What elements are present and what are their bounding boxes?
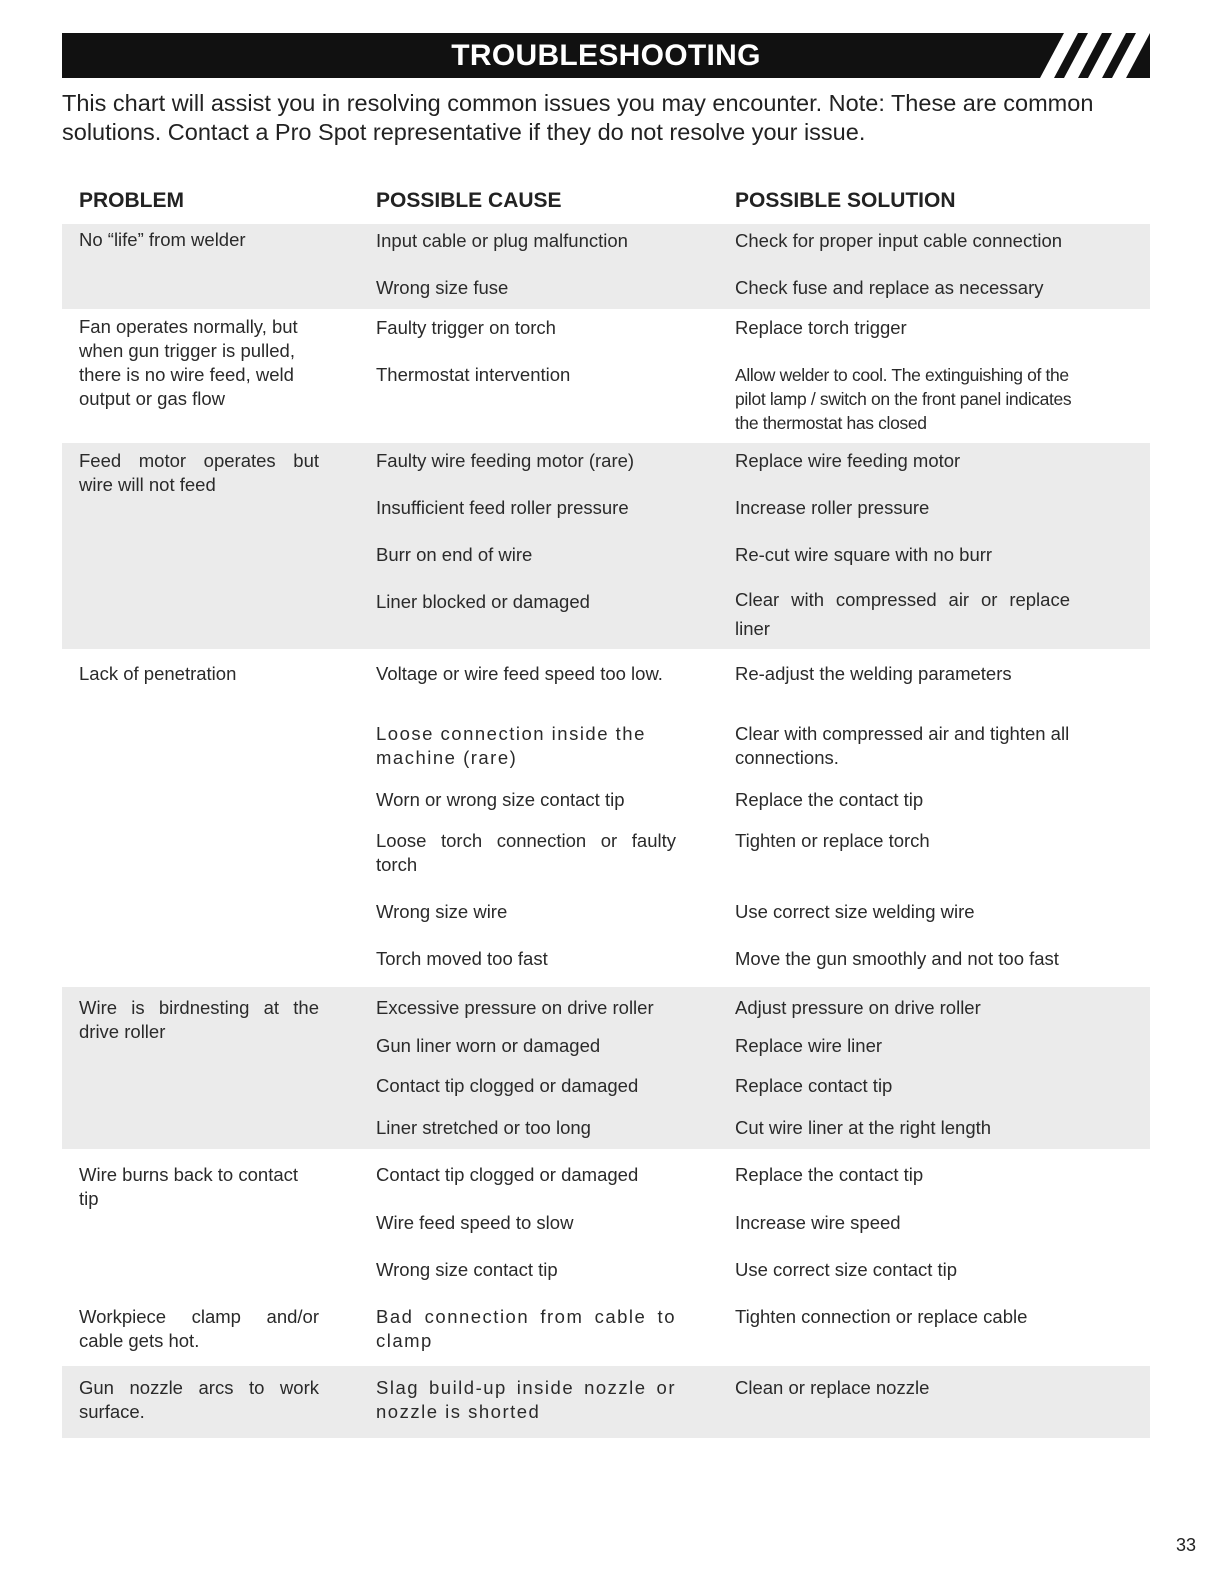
- cause-cell: Contact tip clogged or damaged: [376, 1075, 639, 1096]
- problem-cell: No “life” from welder: [79, 229, 246, 250]
- cause-cell: Insufficient feed roller pressure: [376, 497, 629, 518]
- cause-cell: Slag build-up inside nozzle or nozzle is shorted: [376, 1377, 676, 1422]
- cause-cell: Liner stretched or too long: [376, 1117, 591, 1138]
- solution-cell: Replace wire feeding motor: [735, 450, 961, 471]
- solution-cell: Check for proper input cable connection: [735, 230, 1063, 251]
- cause-cell: Wrong size contact tip: [376, 1259, 558, 1280]
- solution-cell: Replace torch trigger: [735, 317, 907, 338]
- problem-group-feed-motor: [62, 443, 1150, 649]
- solution-cell: Re-adjust the welding parameters: [735, 663, 1012, 684]
- problem-group-fan-operates: [62, 309, 1150, 443]
- section-title: TROUBLESHOOTING: [451, 39, 761, 72]
- problem-cell: Workpiece clamp and/or cable gets hot.: [79, 1306, 319, 1351]
- cause-cell: Wrong size wire: [376, 901, 508, 922]
- cause-cell: Loose torch connection or faulty torch: [376, 830, 676, 875]
- cause-cell: Bad connection from cable to clamp: [376, 1306, 676, 1351]
- problem-group-birdnesting: [62, 987, 1150, 1149]
- problem-group-no-life: [62, 224, 1150, 309]
- solution-cell: Use correct size contact tip: [735, 1259, 958, 1280]
- solution-cell: Clear with compressed air or replace liner: [735, 589, 1070, 639]
- problem-group-lack-of-penetration: [62, 649, 1150, 987]
- cause-cell: Loose connection inside the machine (rare): [376, 723, 646, 768]
- solution-cell: Use correct size welding wire: [735, 901, 975, 922]
- cause-cell: Gun liner worn or damaged: [376, 1035, 601, 1056]
- problem-cell: Wire is birdnesting at the drive roller: [79, 997, 319, 1042]
- cause-cell: Faulty wire feeding motor (rare): [376, 450, 635, 471]
- problem-cell: Gun nozzle arcs to work surface.: [79, 1377, 319, 1422]
- cause-cell: Faulty trigger on torch: [376, 317, 556, 338]
- problem-cell: Wire burns back to contact tip: [79, 1164, 299, 1209]
- cause-cell: Wrong size fuse: [376, 277, 509, 298]
- solution-cell: Increase wire speed: [735, 1212, 901, 1233]
- troubleshooting-table: [62, 224, 1150, 1438]
- solution-cell: Tighten connection or replace cable: [735, 1306, 1028, 1327]
- cause-cell: Contact tip clogged or damaged: [376, 1164, 639, 1185]
- column-header-cause: POSSIBLE CAUSE: [376, 189, 562, 212]
- problem-cell: Feed motor operates but wire will not feed: [79, 450, 319, 495]
- section-banner: [62, 33, 1150, 78]
- table-header: [62, 186, 1150, 218]
- solution-cell: Adjust pressure on drive roller: [735, 997, 981, 1018]
- cause-cell: Thermostat intervention: [376, 364, 571, 385]
- cause-cell: Burr on end of wire: [376, 544, 533, 565]
- solution-cell: Replace the contact tip: [735, 789, 924, 810]
- solution-cell: Cut wire liner at the right length: [735, 1117, 992, 1138]
- solution-cell: Replace wire liner: [735, 1035, 883, 1056]
- solution-cell: Re-cut wire square with no burr: [735, 544, 993, 565]
- problem-group-clamp-hot: [62, 1290, 1150, 1366]
- solution-cell: Increase roller pressure: [735, 497, 930, 518]
- solution-cell: Replace contact tip: [735, 1075, 893, 1096]
- problem-group-nozzle-arcs: [62, 1366, 1150, 1438]
- page-number: 33: [1175, 1535, 1196, 1555]
- solution-cell: Move the gun smoothly and not too fast: [735, 948, 1059, 969]
- solution-cell: Replace the contact tip: [735, 1164, 924, 1185]
- solution-cell: Tighten or replace torch: [735, 830, 930, 851]
- cause-cell: Wire feed speed to slow: [376, 1212, 574, 1233]
- intro-paragraph: This chart will assist you in resolving common issues you may encounter. Note: These are common solutions. Contact a Pro Spot representative if they do not resolve your issue.: [62, 90, 1094, 145]
- cause-cell: Worn or wrong size contact tip: [376, 789, 625, 810]
- solution-cell: Allow welder to cool. The extinguishing of the pilot lamp / switch on the front panel indicates the thermostat has closed: [735, 365, 1072, 433]
- cause-cell: Torch moved too fast: [376, 948, 548, 969]
- cause-cell: Input cable or plug malfunction: [376, 230, 628, 251]
- column-header-problem: PROBLEM: [79, 189, 184, 212]
- solution-cell: Check fuse and replace as necessary: [735, 277, 1044, 298]
- cause-cell: Voltage or wire feed speed too low.: [376, 663, 663, 684]
- cause-cell: Liner blocked or damaged: [376, 591, 590, 612]
- diagonal-stripes-decoration: [1038, 33, 1150, 78]
- solution-cell: Clean or replace nozzle: [735, 1377, 930, 1398]
- problem-cell: Fan operates normally, but when gun trigger is pulled, there is no wire feed, weld output or gas flow: [79, 316, 298, 409]
- problem-cell: Lack of penetration: [79, 663, 237, 684]
- column-header-solution: POSSIBLE SOLUTION: [735, 189, 956, 212]
- problem-group-burn-back: [62, 1149, 1150, 1290]
- solution-cell: Clear with compressed air and tighten all connections.: [735, 723, 1070, 768]
- cause-cell: Excessive pressure on drive roller: [376, 997, 654, 1018]
